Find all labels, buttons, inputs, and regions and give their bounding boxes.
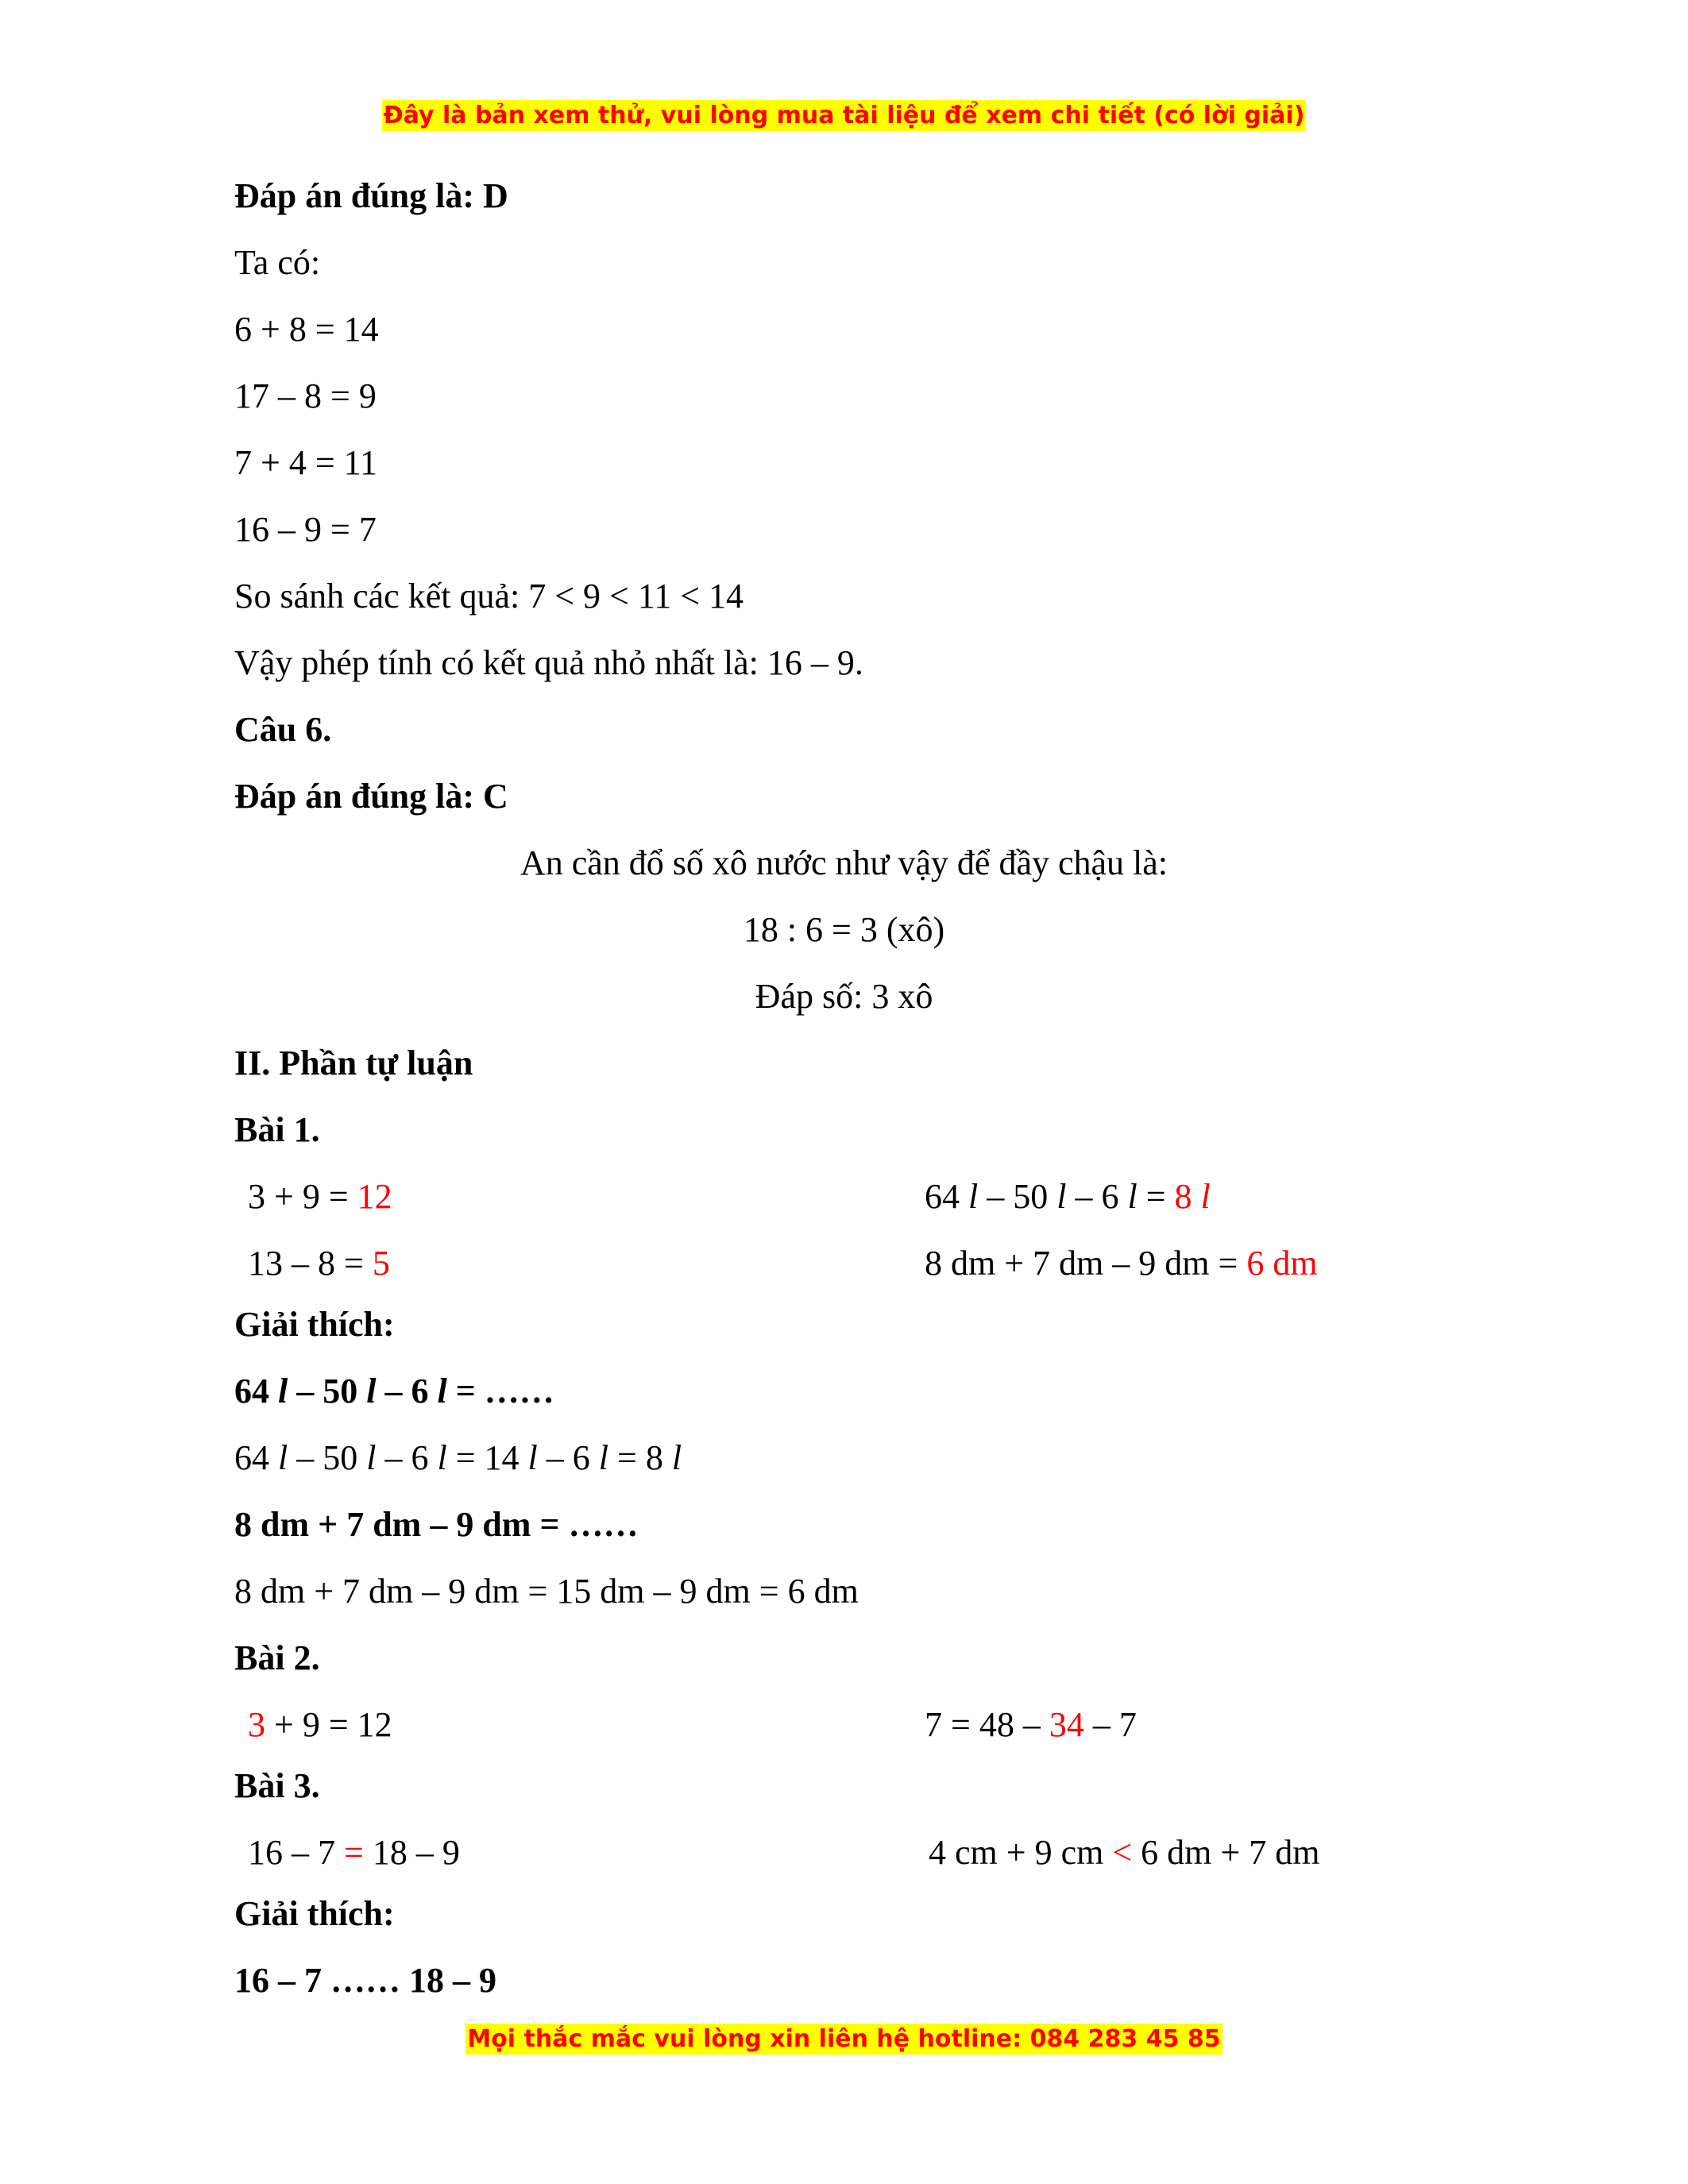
bai1-item-d	[925, 1244, 1318, 1283]
bai1-explain-2-title: 8 dm + 7 dm – 9 dm = ……	[234, 1505, 639, 1544]
bai3-a-expr: 18 – 9	[363, 1833, 460, 1872]
hotline-banner	[0, 2025, 1688, 2053]
bai1-item-b	[925, 1177, 1211, 1217]
bai3-b-answer: <	[1112, 1833, 1133, 1872]
unit: l	[527, 1438, 538, 1477]
q5-line: 17 – 8 = 9	[234, 376, 377, 415]
expr-part: 64	[925, 1177, 968, 1216]
explain-heading: Giải thích:	[234, 1894, 395, 1933]
bai3-b-expr: 6 dm + 7 dm	[1132, 1833, 1320, 1872]
bai1-d-answer: 6 dm	[1246, 1244, 1318, 1283]
expr-part: – 50	[288, 1372, 367, 1410]
expr-part: = 14	[446, 1438, 528, 1477]
unit: l	[366, 1438, 377, 1477]
q6-final-answer: Đáp số: 3 xô	[755, 977, 933, 1016]
expr-part: – 6	[376, 1372, 438, 1410]
bai1-b-answer-unit: l	[1200, 1177, 1211, 1216]
unit: l	[1127, 1177, 1138, 1216]
bai1-item-c	[248, 1244, 390, 1283]
bai2-b-expr: – 7	[1083, 1705, 1137, 1744]
expr-part: – 6	[376, 1438, 438, 1477]
expr-part: – 50	[978, 1177, 1057, 1216]
bai2-a-expr: + 9 = 12	[265, 1705, 392, 1744]
bai1-explain-1-work	[234, 1438, 682, 1478]
bai3-item-a	[248, 1833, 460, 1873]
unit: l	[278, 1438, 288, 1477]
bai1-explain-1-title	[234, 1372, 554, 1411]
bai1-a-answer: 12	[357, 1177, 392, 1216]
q5-answer: Đáp án đúng là: D	[234, 176, 508, 215]
preview-banner	[0, 102, 1688, 129]
q6-answer: Đáp án đúng là: C	[234, 777, 508, 816]
bai2-a-answer: 3	[248, 1705, 265, 1744]
bai2-heading: Bài 2.	[234, 1638, 320, 1677]
expr-part: – 6	[537, 1438, 599, 1477]
unit: l	[1056, 1177, 1067, 1216]
explain-heading: Giải thích:	[234, 1305, 395, 1344]
bai1-a-expr: 3 + 9 =	[248, 1177, 357, 1216]
expr-part: =	[1137, 1177, 1175, 1216]
q5-conclusion: Vậy phép tính có kết quả nhỏ nhất là: 16 – 9.	[234, 643, 863, 682]
bai1-explain-2-work: 8 dm + 7 dm – 9 dm = 15 dm – 9 dm = 6 dm	[234, 1572, 859, 1611]
unit: l	[968, 1177, 979, 1216]
bai2-b-answer: 34	[1049, 1705, 1084, 1744]
q5-compare: So sánh các kết quả: 7 < 9 < 11 < 14	[234, 577, 744, 615]
unit: l	[437, 1438, 447, 1477]
bai3-a-answer: =	[344, 1833, 364, 1872]
bai3-heading: Bài 3.	[234, 1766, 320, 1805]
q6-solution-line: An cần đổ số xô nước như vậy để đầy chậu là:	[520, 843, 1168, 882]
bai3-explain-1-title: 16 – 7 …… 18 – 9	[234, 1961, 496, 2000]
q6-solution-line: 18 : 6 = 3 (xô)	[743, 910, 945, 949]
unit: l	[278, 1372, 288, 1410]
bai1-c-answer: 5	[372, 1244, 390, 1283]
bai2-b-expr: 7 = 48 –	[925, 1705, 1049, 1744]
expr-part: = ……	[446, 1372, 554, 1410]
expr-part: 64	[234, 1438, 278, 1477]
preview-banner-text: Đây là bản xem thử, vui lòng mua tài liệu để xem chi tiết (có lời giải)	[383, 102, 1305, 129]
part2-heading: II. Phần tự luận	[234, 1044, 473, 1082]
bai1-c-expr: 13 – 8 =	[248, 1244, 373, 1283]
unit: l	[437, 1372, 447, 1410]
q5-line: 6 + 8 = 14	[234, 310, 379, 349]
hotline-banner-text: Mọi thắc mắc vui lòng xin liên hệ hotline: 084 283 45 85	[467, 2025, 1221, 2053]
bai2-item-a	[248, 1705, 392, 1745]
q6-heading: Câu 6.	[234, 710, 332, 749]
q5-line: 16 – 9 = 7	[234, 510, 377, 549]
unit: l	[598, 1438, 608, 1477]
bai1-d-expr: 8 dm + 7 dm – 9 dm =	[925, 1244, 1247, 1283]
expr-part: – 6	[1066, 1177, 1128, 1216]
unit: l	[671, 1438, 682, 1477]
bai2-item-b	[925, 1705, 1137, 1745]
bai1-heading: Bài 1.	[234, 1110, 320, 1149]
bai3-b-expr: 4 cm + 9 cm	[929, 1833, 1113, 1872]
q5-line: 7 + 4 = 11	[234, 443, 377, 482]
expr-part: = 8	[608, 1438, 672, 1477]
bai1-b-answer: 8	[1174, 1177, 1201, 1216]
expr-part: – 50	[288, 1438, 367, 1477]
bai1-item-a	[248, 1177, 392, 1217]
bai3-a-expr: 16 – 7	[248, 1833, 344, 1872]
expr-part: 64	[234, 1372, 278, 1410]
q5-intro: Ta có:	[234, 243, 321, 282]
unit: l	[366, 1372, 377, 1410]
bai3-item-b	[929, 1833, 1319, 1873]
